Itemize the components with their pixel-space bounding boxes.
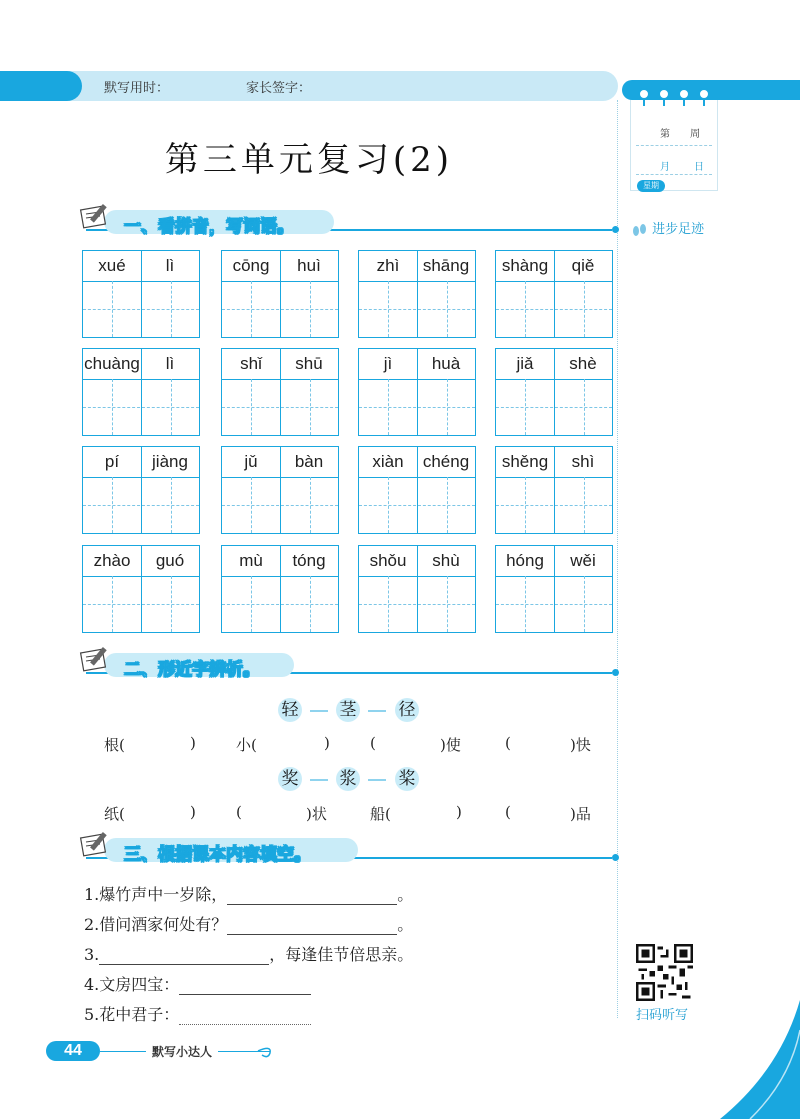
pinyin-label: lì — [165, 354, 175, 373]
char-bubble: 桨 — [395, 767, 419, 791]
pinyin-label: huà — [431, 354, 461, 373]
fill-item-1: 1.爆竹声中一岁除， 。 — [84, 885, 414, 904]
blank-close: )品 — [570, 805, 591, 823]
writing-grid[interactable] — [358, 250, 476, 338]
writing-grid[interactable] — [221, 250, 339, 338]
book-title: 默写小达人 — [146, 1043, 218, 1060]
pinyin-label: jǔ — [244, 452, 258, 471]
blank-open: ( — [370, 734, 376, 752]
ring-icon — [638, 88, 650, 100]
writing-grid[interactable] — [495, 250, 613, 338]
pinyin-label: guó — [155, 551, 185, 570]
pencil-paper-icon — [78, 200, 114, 232]
writing-grid[interactable] — [82, 446, 200, 534]
blank-open: 根( — [104, 736, 125, 754]
writing-grid[interactable] — [221, 545, 339, 633]
char-bubble: 浆 — [336, 767, 360, 791]
calendar-zhou: 周 — [690, 129, 700, 140]
ring-icon — [678, 88, 690, 100]
pinyin-label: shū — [295, 354, 323, 373]
answer-blank[interactable] — [179, 1008, 311, 1025]
writing-grid[interactable] — [358, 348, 476, 436]
pinyin-label: jiàng — [152, 452, 188, 471]
pencil-paper-icon — [78, 828, 114, 860]
pinyin-label: shǒu — [369, 551, 407, 570]
writing-grid[interactable] — [358, 545, 476, 633]
blank-close: ) — [456, 803, 462, 821]
pinyin-label: tóng — [292, 551, 326, 570]
ring-icon — [658, 88, 670, 100]
pinyin-label: hóng — [506, 551, 544, 570]
ring-icon — [698, 88, 710, 100]
writing-grid[interactable] — [221, 348, 339, 436]
calendar-ri: 日 — [694, 162, 704, 173]
writing-grid[interactable] — [82, 545, 200, 633]
time-label: 默写用时： — [104, 80, 170, 95]
char-bubble: 径 — [395, 698, 419, 722]
fill-item-3: 3. ，每逢佳节倍思亲。 — [84, 945, 414, 964]
pinyin-label: pí — [104, 452, 120, 471]
writing-grid[interactable] — [221, 446, 339, 534]
blank-close: )状 — [306, 805, 327, 823]
blank-close: ) — [190, 803, 196, 821]
corner-decoration — [720, 1000, 800, 1119]
pinyin-label: lì — [165, 256, 175, 275]
pinyin-label: jiǎ — [516, 354, 534, 373]
sign-label: 家长签字： — [246, 80, 312, 95]
char-bubble: 奖 — [278, 767, 302, 791]
pinyin-label: jì — [383, 354, 393, 373]
pinyin-label: huì — [297, 256, 321, 275]
pinyin-label: wěi — [570, 551, 596, 570]
pinyin-label: shěng — [501, 452, 549, 471]
section-3-title: 三、根据课本内容填空。 — [124, 845, 311, 864]
blank-close: )使 — [440, 736, 461, 754]
pinyin-label: zhì — [376, 256, 400, 275]
pinyin-label: shù — [432, 551, 460, 570]
blank-open: ( — [505, 734, 511, 752]
pinyin-label: chuàng — [84, 354, 140, 373]
writing-grid[interactable] — [82, 348, 200, 436]
blank-close: ) — [190, 734, 196, 752]
section-2-title: 二、形近字辨析。 — [124, 660, 260, 679]
pinyin-label: shàng — [501, 256, 549, 275]
blank-open: ( — [236, 803, 242, 821]
answer-blank[interactable] — [227, 918, 397, 935]
answer-blank[interactable] — [99, 948, 269, 965]
pinyin-label: shì — [571, 452, 595, 471]
blank-close: ) — [324, 734, 330, 752]
writing-grid[interactable] — [495, 446, 613, 534]
progress-label: 进步足迹 — [632, 218, 704, 237]
margin-line — [617, 100, 618, 1018]
pinyin-label: shǐ — [240, 354, 262, 373]
qr-label: 扫码听写 — [636, 1008, 689, 1023]
blank-open: ( — [505, 803, 511, 821]
page-title: 第三单元复习(2) — [164, 140, 454, 180]
calendar-yue: 月 — [660, 162, 670, 173]
pinyin-label: cōng — [232, 256, 270, 275]
page-number: 44 — [46, 1041, 100, 1061]
blank-close: )快 — [570, 736, 591, 754]
pinyin-label: shāng — [422, 256, 470, 275]
answer-blank[interactable] — [179, 978, 311, 995]
writing-grid[interactable] — [82, 250, 200, 338]
fill-item-4: 4.文房四宝： — [84, 972, 311, 995]
header-tab — [0, 71, 82, 101]
calendar-di: 第 — [660, 129, 670, 140]
footprint-icon — [632, 223, 648, 237]
weekday-badge: 星期 — [637, 180, 665, 192]
qr-code-icon[interactable] — [636, 944, 693, 1001]
char-bubble: 轻 — [278, 698, 302, 722]
pinyin-label: bàn — [294, 452, 324, 471]
pinyin-label: qiě — [571, 256, 595, 275]
fill-item-2: 2.借问酒家何处有？ 。 — [84, 915, 414, 934]
pinyin-label: zhào — [93, 551, 131, 570]
pinyin-label: shè — [569, 354, 597, 373]
pinyin-label: xué — [98, 256, 126, 275]
pinyin-label: chéng — [422, 452, 470, 471]
blank-open: 小( — [236, 736, 257, 754]
answer-blank[interactable] — [227, 888, 397, 905]
pencil-paper-icon — [78, 643, 114, 675]
blank-open: 船( — [370, 805, 391, 823]
writing-grid[interactable] — [358, 446, 476, 534]
pinyin-label: xiàn — [372, 452, 404, 471]
blank-open: 纸( — [104, 805, 125, 823]
char-bubble: 茎 — [336, 698, 360, 722]
section-1-title: 一、看拼音，写词语。 — [124, 217, 294, 236]
writing-grid[interactable] — [495, 348, 613, 436]
pinyin-label: mù — [239, 551, 263, 570]
fill-item-5: 5.花中君子： — [84, 1002, 311, 1025]
curl-icon — [256, 1043, 274, 1061]
writing-grid[interactable] — [495, 545, 613, 633]
